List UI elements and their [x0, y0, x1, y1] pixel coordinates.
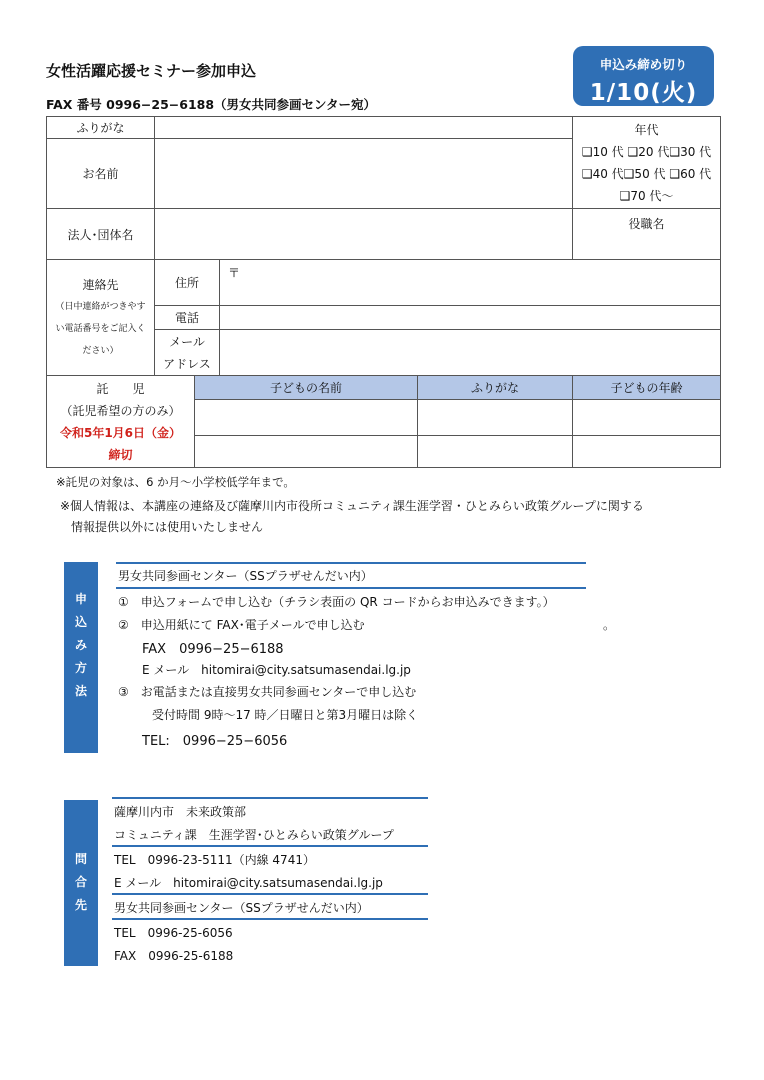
age-options-2[interactable]: ❑40 代❑50 代 ❑60 代 [581, 166, 712, 181]
child-age-field-2[interactable] [573, 436, 721, 468]
apply-method-sidebar [64, 562, 98, 753]
phone-label: 電話 [155, 306, 220, 330]
email-label [155, 330, 220, 376]
stray-mark: 。 [603, 618, 616, 632]
inquiry-sidebar-char-3: 先 [74, 898, 87, 912]
apply-email: E メール hitomirai@city.satsumasendai.lg.jp [142, 663, 411, 677]
inquiry-section: コミュニティ課 生涯学習･ひとみらい政策グループ [114, 828, 394, 842]
email-field[interactable] [220, 330, 721, 376]
inquiry-divider-2 [112, 845, 428, 847]
apply-sidebar-char-5: 法 [74, 684, 87, 698]
apply-item-1: ① 申込フォームで申し込む（チラシ表面の QR コードからお申込みできます。） [118, 595, 555, 609]
inquiry-email: E メール hitomirai@city.satsumasendai.lg.jp [114, 876, 383, 890]
childcare-deadline-label: 締切 [108, 447, 133, 462]
privacy-note-line-1: ※個人情報は、本講座の連絡及び薩摩川内市役所コミュニティ課生涯学習・ひとみらい政策グループに関する [60, 499, 644, 513]
child-name-field-1[interactable] [195, 400, 418, 436]
age-options-3[interactable]: ❑70 代〜 [619, 188, 674, 203]
furigana-field[interactable] [155, 117, 573, 139]
inquiry-tel: TEL 0996-23-5111（内線 4741） [114, 853, 315, 867]
inquiry-center-fax: FAX 0996-25-6188 [114, 949, 234, 963]
privacy-note-line-2: 情報提供以外には使用いたしません [71, 520, 264, 534]
age-options-1[interactable]: ❑10 代 ❑20 代❑30 代 [581, 144, 712, 159]
childcare-note: （託児希望の方のみ） [60, 403, 181, 418]
postal-mark: 〒 [228, 266, 241, 280]
contact-label: 連絡先 [82, 277, 119, 292]
page-title: 女性活躍応援セミナー参加申込 [46, 62, 257, 80]
application-form [46, 116, 721, 468]
apply-hours: 受付時間 9時〜17 時／日曜日と第3月曜日は除く [152, 708, 419, 722]
phone-field[interactable] [220, 306, 721, 330]
age-cell[interactable] [573, 117, 721, 209]
childcare-cell [47, 376, 195, 468]
address-label: 住所 [155, 260, 220, 306]
child-furigana-field-2[interactable] [418, 436, 573, 468]
apply-divider-bottom [116, 587, 586, 589]
age-label: 年代 [634, 122, 659, 137]
name-label: お名前 [47, 139, 155, 209]
contact-note-1: （日中連絡がつきやす [55, 301, 146, 312]
address-field[interactable] [220, 260, 721, 306]
childcare-deadline-date: 令和5年1月6日（金） [59, 425, 182, 440]
inquiry-center-tel: TEL 0996-25-6056 [114, 926, 233, 940]
email-label-1: メール [169, 334, 205, 349]
furigana-label: ふりがな [47, 117, 155, 139]
apply-item-2: ② 申込用紙にて FAX･電子メールで申し込む [118, 618, 365, 632]
inquiry-sidebar-char-2: 合 [74, 875, 87, 889]
inquiry-center-name: 男女共同参画センター（SSプラザせんだい内） [114, 901, 369, 915]
childcare-note-text: ※託児の対象は、6 か月〜小学校低学年まで。 [56, 475, 295, 489]
apply-center-name: 男女共同参画センター（SSプラザせんだい内） [118, 569, 373, 583]
contact-note-2: い電話番号をご記入く [55, 323, 146, 334]
contact-note-3: ださい） [82, 345, 119, 356]
deadline-date: 1/10(火) [589, 80, 698, 106]
childcare-label: 託 児 [96, 381, 145, 396]
contact-cell [47, 260, 155, 376]
apply-item-3: ③ お電話または直接男女共同参画センターで申し込む [118, 685, 417, 699]
child-name-header: 子どもの名前 [195, 376, 418, 400]
deadline-badge [573, 46, 714, 106]
fax-number: FAX 番号 0996−25−6188（男女共同参画センター宛） [46, 97, 377, 112]
child-age-header: 子どもの年齢 [573, 376, 721, 400]
apply-sidebar-char-1: 申 [74, 592, 87, 606]
position-label[interactable]: 役職名 [573, 209, 721, 260]
child-name-field-2[interactable] [195, 436, 418, 468]
apply-fax: FAX 0996−25−6188 [142, 642, 284, 657]
deadline-label: 申込み締め切り [599, 57, 688, 72]
privacy-note [60, 496, 740, 538]
inquiry-divider-4 [112, 918, 428, 920]
inquiry-sidebar-char-1: 問 [74, 852, 87, 866]
name-field[interactable] [155, 139, 573, 209]
apply-sidebar-char-2: 込 [74, 615, 87, 629]
org-label: 法人･団体名 [47, 209, 155, 260]
child-furigana-field-1[interactable] [418, 400, 573, 436]
apply-sidebar-char-4: 方 [74, 661, 87, 675]
inquiry-divider-1 [112, 797, 428, 799]
org-field[interactable] [155, 209, 573, 260]
apply-divider-top [116, 562, 586, 564]
inquiry-dept: 薩摩川内市 未来政策部 [114, 805, 247, 819]
apply-tel: TEL: 0996−25−6056 [142, 734, 288, 749]
child-age-field-1[interactable] [573, 400, 721, 436]
child-furigana-header: ふりがな [418, 376, 573, 400]
inquiry-sidebar [64, 800, 98, 966]
email-label-2: アドレス [163, 356, 211, 371]
apply-sidebar-char-3: み [74, 638, 87, 652]
inquiry-divider-3 [112, 893, 428, 895]
